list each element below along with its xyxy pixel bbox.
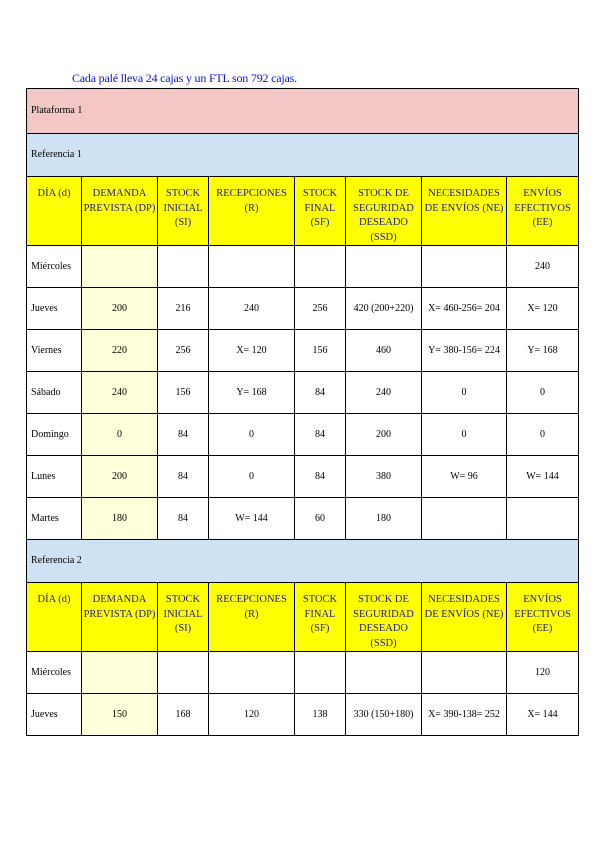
cell-stock-inicial: 216 (158, 288, 209, 330)
cell-stock-seguridad: 460 (346, 330, 422, 372)
cell-demanda-prevista: 200 (82, 288, 158, 330)
header-row (27, 177, 579, 246)
cell-stock-final: 84 (295, 372, 346, 414)
header-demanda-prevista: DEMANDA PREVISTA (DP) (82, 177, 158, 246)
cell-stock-seguridad: 200 (346, 414, 422, 456)
cell-envios-efectivos: 0 (507, 414, 579, 456)
cell-demanda-prevista: 180 (82, 498, 158, 540)
cell-stock-inicial (158, 246, 209, 288)
cell-recepciones: Y= 168 (209, 372, 295, 414)
cell-stock-final: 256 (295, 288, 346, 330)
cell-envios-efectivos: W= 144 (507, 456, 579, 498)
table-row (27, 372, 579, 414)
cell-dia: Miércoles (27, 246, 82, 288)
cell-stock-inicial: 84 (158, 498, 209, 540)
cell-demanda-prevista: 200 (82, 456, 158, 498)
cell-stock-seguridad: 380 (346, 456, 422, 498)
pallet-note: Cada palé lleva 24 cajas y un FTL son 792 cajas. (72, 71, 297, 85)
cell-recepciones (209, 652, 295, 694)
cell-dia: Jueves (27, 288, 82, 330)
cell-envios-efectivos: 240 (507, 246, 579, 288)
cell-stock-seguridad (346, 652, 422, 694)
header-envios-efectivos: ENVÍOS EFECTIVOS (EE) (507, 177, 579, 246)
cell-recepciones (209, 246, 295, 288)
cell-stock-final: 138 (295, 694, 346, 736)
cell-recepciones: 120 (209, 694, 295, 736)
cell-necesidades-envios (422, 498, 507, 540)
header-stock-final: STOCK FINAL (SF) (295, 177, 346, 246)
cell-demanda-prevista (82, 246, 158, 288)
cell-stock-inicial: 84 (158, 456, 209, 498)
header-stock-inicial: STOCK INICIAL (SI) (158, 583, 209, 652)
reference-row (27, 134, 579, 177)
header-row (27, 583, 579, 652)
cell-dia: Domingo (27, 414, 82, 456)
cell-demanda-prevista: 220 (82, 330, 158, 372)
table-row (27, 498, 579, 540)
cell-necesidades-envios: 0 (422, 372, 507, 414)
cell-recepciones: 0 (209, 456, 295, 498)
cell-stock-inicial: 156 (158, 372, 209, 414)
header-necesidades-envios: NECESIDADES DE ENVÍOS (NE) (422, 177, 507, 246)
cell-stock-inicial (158, 652, 209, 694)
cell-necesidades-envios: W= 96 (422, 456, 507, 498)
table-row (27, 414, 579, 456)
cell-dia: Jueves (27, 694, 82, 736)
cell-dia: Miércoles (27, 652, 82, 694)
cell-dia: Viernes (27, 330, 82, 372)
cell-stock-final: 156 (295, 330, 346, 372)
table-row (27, 652, 579, 694)
cell-stock-final: 84 (295, 456, 346, 498)
table-row (27, 694, 579, 736)
cell-stock-inicial: 84 (158, 414, 209, 456)
cell-demanda-prevista (82, 652, 158, 694)
cell-dia: Lunes (27, 456, 82, 498)
cell-envios-efectivos (507, 498, 579, 540)
header-stock-seguridad: STOCK DE SEGURIDAD DESEADO (SSD) (346, 177, 422, 246)
cell-stock-seguridad: 420 (200+220) (346, 288, 422, 330)
reference-row (27, 540, 579, 583)
cell-necesidades-envios: X= 390-138= 252 (422, 694, 507, 736)
cell-stock-seguridad: 240 (346, 372, 422, 414)
cell-demanda-prevista: 150 (82, 694, 158, 736)
reference-label: Referencia 2 (27, 540, 579, 583)
cell-recepciones: 0 (209, 414, 295, 456)
cell-necesidades-envios: 0 (422, 414, 507, 456)
cell-necesidades-envios: X= 460-256= 204 (422, 288, 507, 330)
cell-necesidades-envios: Y= 380-156= 224 (422, 330, 507, 372)
platform-row (27, 89, 579, 134)
cell-stock-seguridad (346, 246, 422, 288)
header-recepciones: RECEPCIONES (R) (209, 583, 295, 652)
cell-recepciones: W= 144 (209, 498, 295, 540)
cell-envios-efectivos: X= 144 (507, 694, 579, 736)
cell-stock-final: 84 (295, 414, 346, 456)
cell-envios-efectivos: 120 (507, 652, 579, 694)
table-row (27, 246, 579, 288)
cell-dia: Martes (27, 498, 82, 540)
header-stock-final: STOCK FINAL (SF) (295, 583, 346, 652)
table-row (27, 330, 579, 372)
header-stock-inicial: STOCK INICIAL (SI) (158, 177, 209, 246)
cell-stock-final (295, 652, 346, 694)
cell-stock-seguridad: 330 (150+180) (346, 694, 422, 736)
cell-dia: Sábado (27, 372, 82, 414)
header-necesidades-envios: NECESIDADES DE ENVÍOS (NE) (422, 583, 507, 652)
cell-necesidades-envios (422, 246, 507, 288)
cell-envios-efectivos: X= 120 (507, 288, 579, 330)
header-stock-seguridad: STOCK DE SEGURIDAD DESEADO (SSD) (346, 583, 422, 652)
cell-recepciones: 240 (209, 288, 295, 330)
header-envios-efectivos: ENVÍOS EFECTIVOS (EE) (507, 583, 579, 652)
cell-demanda-prevista: 240 (82, 372, 158, 414)
cell-envios-efectivos: Y= 168 (507, 330, 579, 372)
cell-necesidades-envios (422, 652, 507, 694)
table-row (27, 456, 579, 498)
header-demanda-prevista: DEMANDA PREVISTA (DP) (82, 583, 158, 652)
logistics-table (26, 88, 579, 736)
header-dia: DÍA (d) (27, 583, 82, 652)
table-body (27, 89, 579, 736)
cell-demanda-prevista: 0 (82, 414, 158, 456)
header-dia: DÍA (d) (27, 177, 82, 246)
cell-stock-final (295, 246, 346, 288)
cell-envios-efectivos: 0 (507, 372, 579, 414)
table-row (27, 288, 579, 330)
cell-recepciones: X= 120 (209, 330, 295, 372)
cell-stock-final: 60 (295, 498, 346, 540)
cell-stock-seguridad: 180 (346, 498, 422, 540)
platform-label: Plataforma 1 (27, 89, 579, 134)
cell-stock-inicial: 168 (158, 694, 209, 736)
cell-stock-inicial: 256 (158, 330, 209, 372)
reference-label: Referencia 1 (27, 134, 579, 177)
header-recepciones: RECEPCIONES (R) (209, 177, 295, 246)
